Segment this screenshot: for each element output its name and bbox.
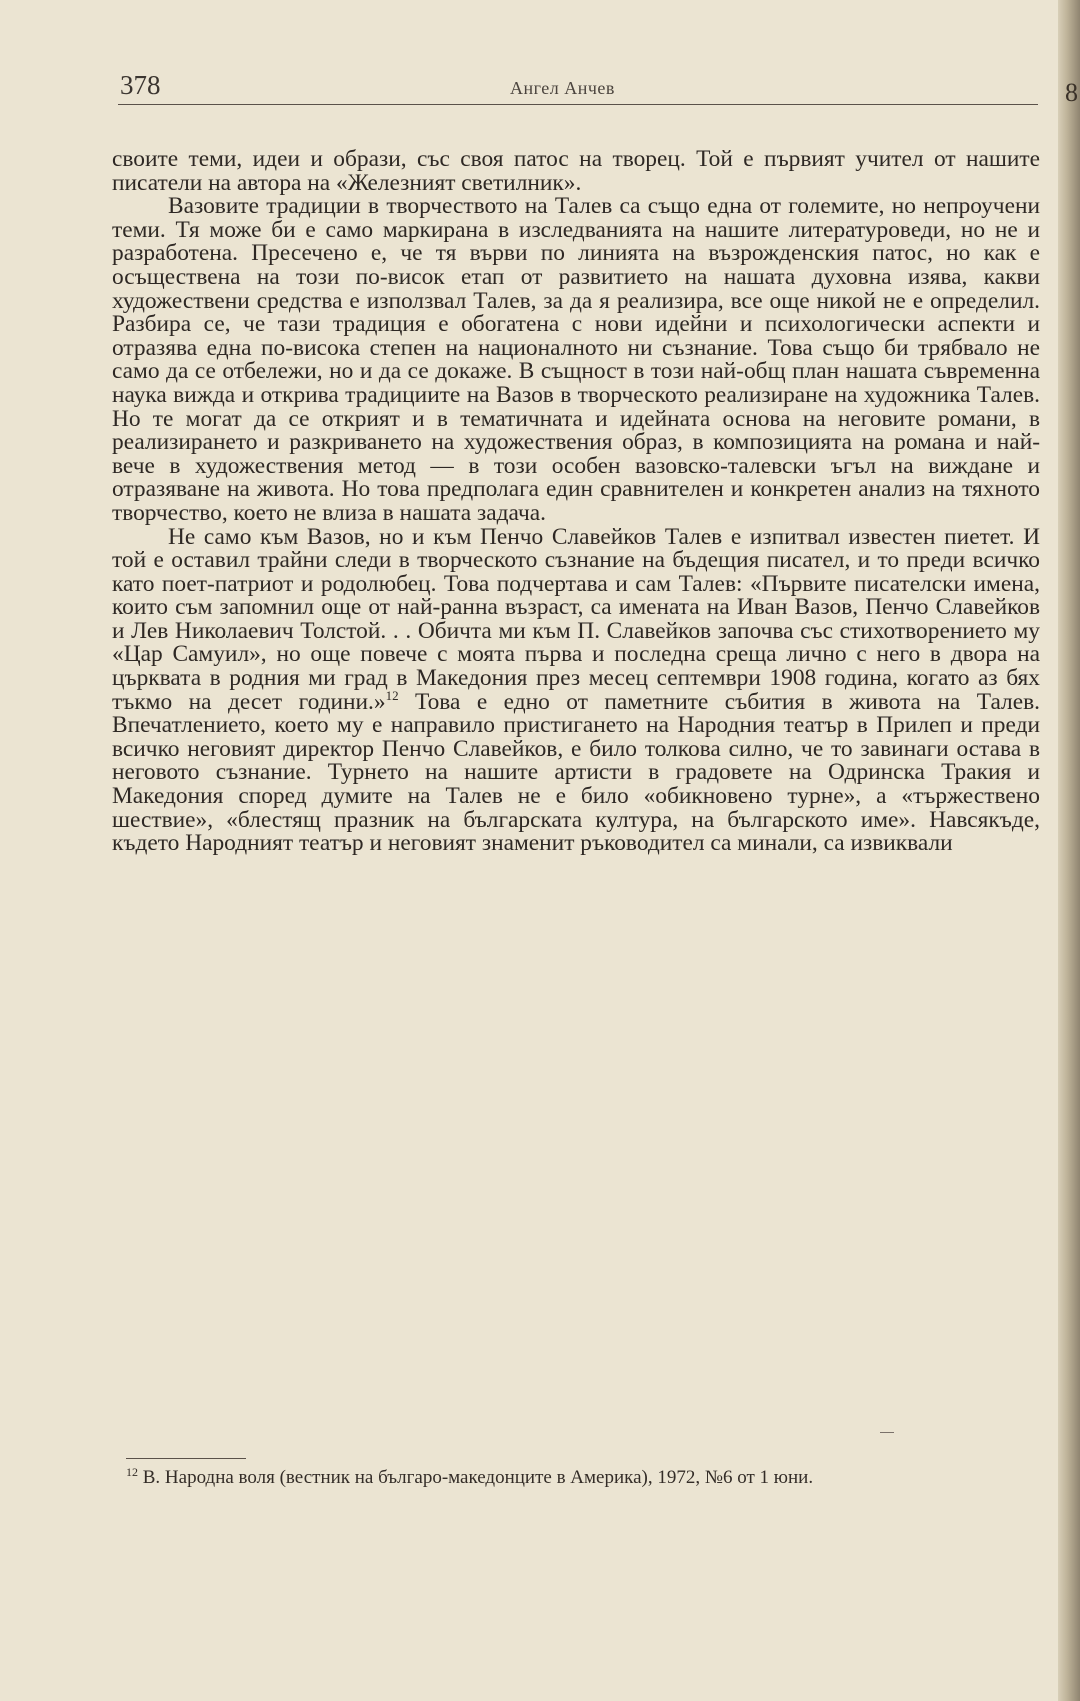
footnote bbox=[126, 1465, 1036, 1488]
edge-mark: 8 bbox=[1065, 78, 1078, 107]
body-text bbox=[112, 148, 1040, 856]
footnote-reference: 12 bbox=[385, 687, 399, 703]
paragraph-slaveykov bbox=[112, 523, 1040, 857]
small-dash bbox=[880, 1432, 894, 1433]
footnote-number: 12 bbox=[126, 1465, 138, 1479]
page-header bbox=[120, 70, 1058, 106]
header-rule bbox=[118, 104, 1038, 105]
footnote-text: В. Народна воля (вестник на българо-македонците в Америка), 1972, №6 от 1 юни. bbox=[142, 1467, 814, 1488]
paragraph-slaveykov-text: Не само към Вазов, но и към Пенчо Славейков Талев е изпитвал известен пиетет. И той е оставил трайни следи в творческото съзнание на бъдещия писател, и то преди всичко като поет-патриот и родолюбец. Това подчертава и сам Талев: «Първите писателски имена, които съм запомнил още от най-ранна възраст, са имената на Иван Вазов, Пенчо Славейков и Лев Николаевич Толстой. . . Обичта ми към П. Славейков започва със стихотворението му «Цар Самуил», но още повече с моята първа и последна среща лично с него в двора на църквата в родния ми град в Македония през месец септември 1908 година, когато аз бях тъкмо на десет години.» bbox=[112, 523, 1040, 715]
footnote-rule bbox=[126, 1458, 246, 1459]
paragraph-theatre-text: Това е едно от паметните събития в живота на Талев. Впечатлението, което му е направило пристигането на Народния театър в Прилеп и преди всичко неговият директор Пенчо Славейков, е било толкова силно, че то завинаги остава в неговото съзнание. Турнето на нашите артисти в градовете на Одринска Тракия и Македония според думите на Талев не е било «обикновено турне», а «тържествено шествие», «блестящ празник на българската култура, на българското име». Навсякъде, където Народният театър и неговият знаменит ръководител са минали, са извиквали bbox=[112, 688, 1040, 857]
page-number: 378 bbox=[120, 70, 161, 100]
page-edge bbox=[1058, 0, 1080, 1701]
paragraph-vazov-traditions: Вазовите традиции в творчеството на Талев са също една от големите, но непроучени теми. Тя може би е само маркирана в изследванията на нашите литературоведи, но не и разработена. Пресечено е, че тя върви по линията на възрожденския патос, но как е осъществена на този по-висок етап от развитието на нашата духовна изява, какви художествени средства е използвал Талев, за да я реализира, все още никой не е определил. Разбира се, че тази традиция е обогатена с нови идейни и психологически аспекти и отразява една по-висока степен на националното ни съзнание. Това също би трябвало не само да се отбележи, но и да се докаже. В същност в този най-общ план нашата съвременна наука вижда и открива традициите на Вазов в творческото реализиране на художника Талев. Но те могат да се открият и в тематичната и идейната основа на неговите романи, в реализирането и разкриването на художествения образ, в композицията на романа и най-вече в художествения метод — в този особен вазовско-талевски ъгъл на виждане и отразяване на живота. Но това предполага един сравнителен и конкретен анализ на тяхното творчество, което не влиза в нашата задача. bbox=[112, 193, 1040, 526]
paragraph-continuation: своите теми, идеи и образи, със своя патос на творец. Той е първият учител от нашите писатели на автора на «Железният светилник». bbox=[112, 146, 1040, 196]
running-head: Ангел Анчев bbox=[510, 78, 615, 98]
